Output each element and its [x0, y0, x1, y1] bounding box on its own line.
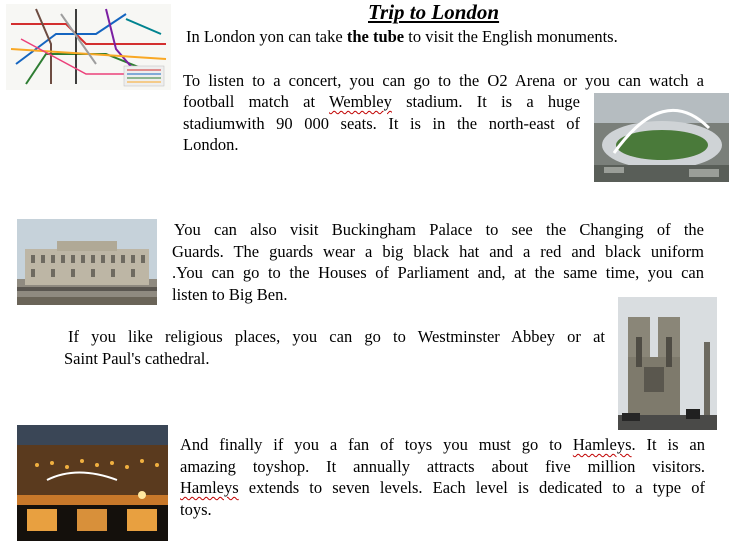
- hamleys-toyshop-image: [17, 425, 168, 541]
- text: with 90 000 seats. It is in the north-east of: [235, 113, 580, 133]
- paragraph-tube: [186, 26, 706, 48]
- line: [180, 434, 705, 456]
- line: toys.: [180, 499, 212, 519]
- paragraph-hamleys: [180, 434, 705, 520]
- bold-text: the tube: [346, 27, 405, 46]
- text: football match at: [183, 92, 330, 111]
- buckingham-palace-image: [17, 219, 157, 305]
- line: Saint Paul's cathedral.: [64, 348, 210, 368]
- text: stadium: [183, 113, 236, 133]
- line: If you like religious places, you can go to Westminster Abbey or at: [68, 327, 605, 346]
- line: Guards. The guards wear a big black hat and a red and black uniform: [172, 241, 704, 261]
- text: In London yon can take: [186, 27, 347, 46]
- wembley-stadium-image: [594, 93, 729, 182]
- line: You can also visit Buckingham Palace to see the Changing of the: [174, 220, 704, 239]
- line: [183, 91, 580, 113]
- page-title: Trip to London: [368, 0, 500, 24]
- text: to visit the English monuments.: [404, 27, 618, 46]
- spellcheck-word: Wembley: [329, 92, 392, 111]
- text: . It is an: [631, 435, 705, 454]
- westminster-abbey-image: [618, 297, 717, 430]
- line: listen to Big Ben.: [172, 284, 288, 304]
- text: extends to seven levels. Each level is dedicated to a type of: [238, 478, 705, 497]
- line: London.: [183, 135, 239, 154]
- paragraph-wembley: [183, 70, 704, 92]
- line: .You can go to the Houses of Parliament and, at the same time, you can: [172, 263, 704, 282]
- paragraph-buckingham: [172, 219, 704, 305]
- text: And finally if you a fan of toys you must go to: [180, 435, 573, 454]
- text: stadium. It is a huge: [391, 92, 581, 111]
- line: To listen to a concert, you can go to the O2 Arena or you can watch a: [183, 71, 704, 90]
- spellcheck-word: Hamleys: [180, 478, 239, 497]
- line: [183, 113, 580, 135]
- tube-map-image: [6, 4, 171, 90]
- line: [180, 477, 705, 499]
- line: amazing toyshop. It annually attracts about five million visitors.: [180, 456, 705, 476]
- paragraph-wembley-cont: [183, 91, 580, 156]
- spellcheck-word: Hamleys: [572, 435, 632, 454]
- paragraph-westminster: [64, 326, 605, 369]
